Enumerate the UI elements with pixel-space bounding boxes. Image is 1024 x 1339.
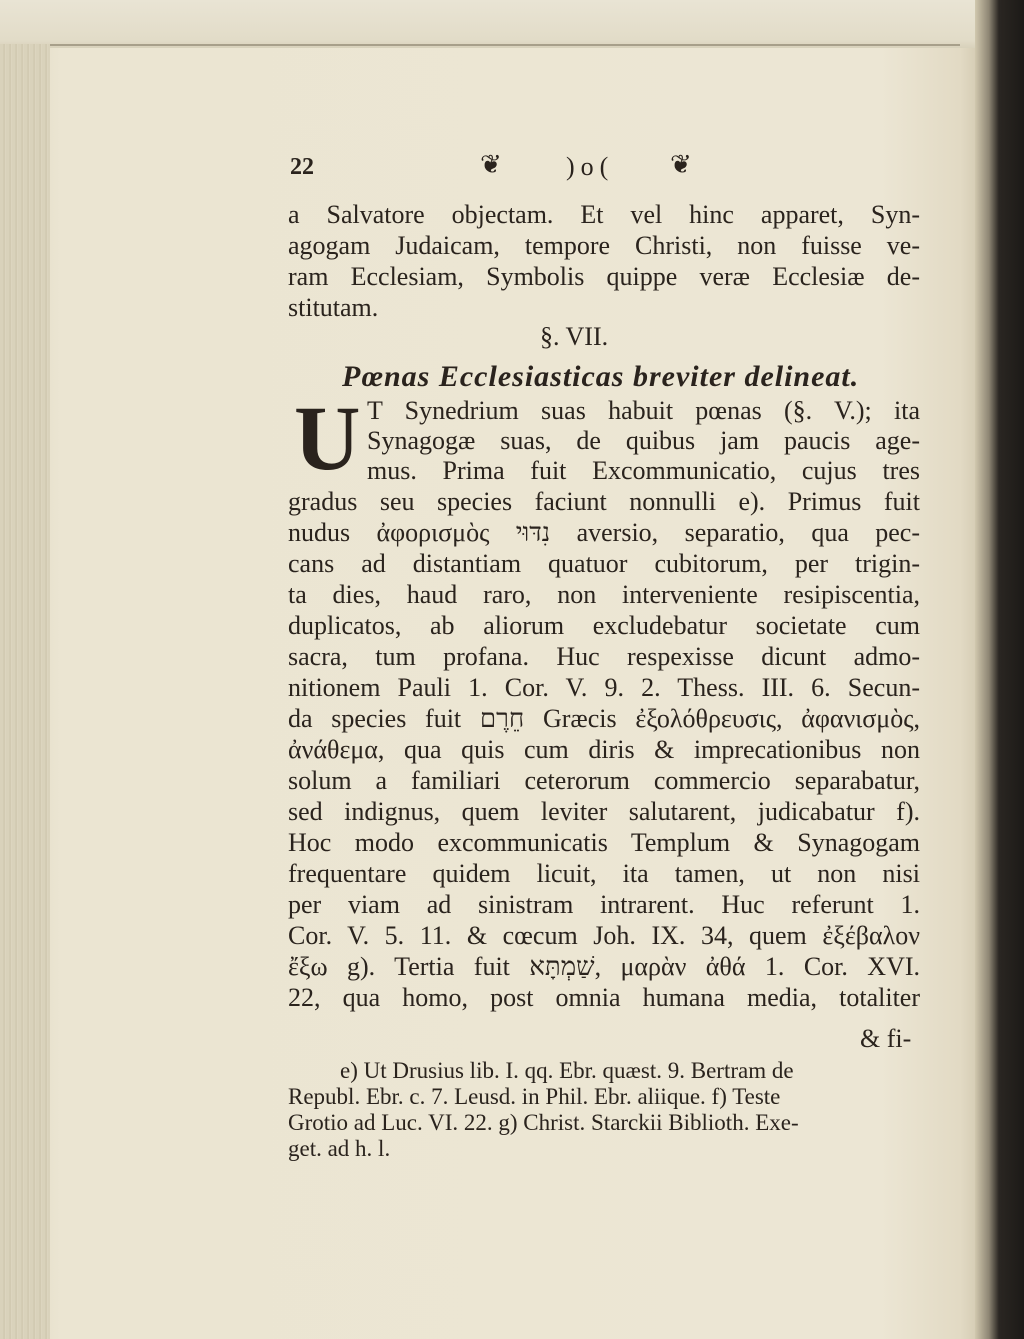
drop-cap: U (294, 387, 361, 489)
footnote-line: get. ad h. l. (288, 1136, 391, 1161)
text-line: nudus ἀφορισμὸς נִדּוּי aversio, separatio, qua pec- (288, 518, 920, 547)
text-line: da species fuit חֵרֶם Græcis ἐξολόθρευσις, ἀφανισμὸς, (288, 704, 920, 733)
text-line: cans ad distantiam quatuor cubitorum, per trigin- (288, 549, 920, 578)
text-line: gradus seu species faciunt nonnulli e). Primus fuit (288, 487, 920, 516)
text-line: 22, qua homo, post omnia humana media, totaliter (288, 983, 920, 1012)
footnote-line: Grotio ad Luc. VI. 22. g) Christ. Starckii Biblioth. Exe- (288, 1110, 799, 1135)
text-line: ἀνάθεμα, qua quis cum diris & imprecationibus non (288, 735, 920, 764)
catchword: & fi- (860, 1024, 912, 1053)
ornament-right-icon: ❦ (670, 150, 692, 179)
footnote-line: Republ. Ebr. c. 7. Leusd. in Phil. Ebr. aliique. f) Teste (288, 1084, 781, 1109)
text-line: sacra, tum profana. Huc respexisse dicunt admo- (288, 642, 920, 671)
text-line: ἔξω g). Tertia fuit שַׁמְתָּא, μαρὰν ἀθά 1. Cor. XVI. (288, 952, 920, 981)
text-line: sed indignus, quem leviter salutarent, judicabatur f). (288, 797, 920, 826)
text-line: mus. Prima fuit Excommunicatio, cujus tres (367, 456, 920, 485)
text-line: solum a familiari ceterorum commercio separabatur, (288, 766, 920, 795)
text-line: Hoc modo excommunicatis Templum & Synagogam (288, 828, 920, 857)
text-line: frequentare quidem licuit, ita tamen, ut non nisi (288, 859, 920, 888)
section-number: §. VII. (540, 322, 609, 351)
text-line: ram Ecclesiam, Symbolis quippe veræ Ecclesiæ de- (288, 262, 920, 291)
page-number: 22 (290, 154, 314, 180)
text-line: ta dies, haud raro, non interveniente resipiscentia, (288, 580, 920, 609)
text-line: agogam Judaicam, tempore Christi, non fuisse ve- (288, 231, 920, 260)
ornament-left-icon: ❦ (480, 150, 502, 179)
running-header (290, 150, 930, 190)
text-line: Synagogæ suas, de quibus jam paucis age- (367, 426, 920, 455)
left-page-edges (0, 44, 50, 1339)
text-line: stitutam. (288, 293, 379, 322)
text-line: duplicatos, ab aliorum excludebatur societate cum (288, 611, 920, 640)
text-line: per viam ad sinistram intrarent. Huc referunt 1. (288, 890, 920, 919)
text-line: nitionem Pauli 1. Cor. V. 9. 2. Thess. III. 6. Secun- (288, 673, 920, 702)
section-heading: Pœnas Ecclesiasticas breviter delineat. (342, 360, 860, 393)
text-line: Cor. V. 5. 11. & cœcum Joh. IX. 34, quem ἐξέβαλον (288, 921, 920, 950)
top-page-edge (0, 0, 1024, 48)
text-line: a Salvatore objectam. Et vel hinc apparet, Syn- (288, 200, 920, 229)
footnote-line: e) Ut Drusius lib. I. qq. Ebr. quæst. 9. Bertram de (340, 1058, 794, 1083)
text-line: T Synedrium suas habuit pœnas (§. V.); ita (367, 396, 920, 425)
header-center-ornament: )o( (566, 152, 615, 181)
top-rule (0, 44, 960, 46)
book-binding-edge (975, 0, 1024, 1339)
